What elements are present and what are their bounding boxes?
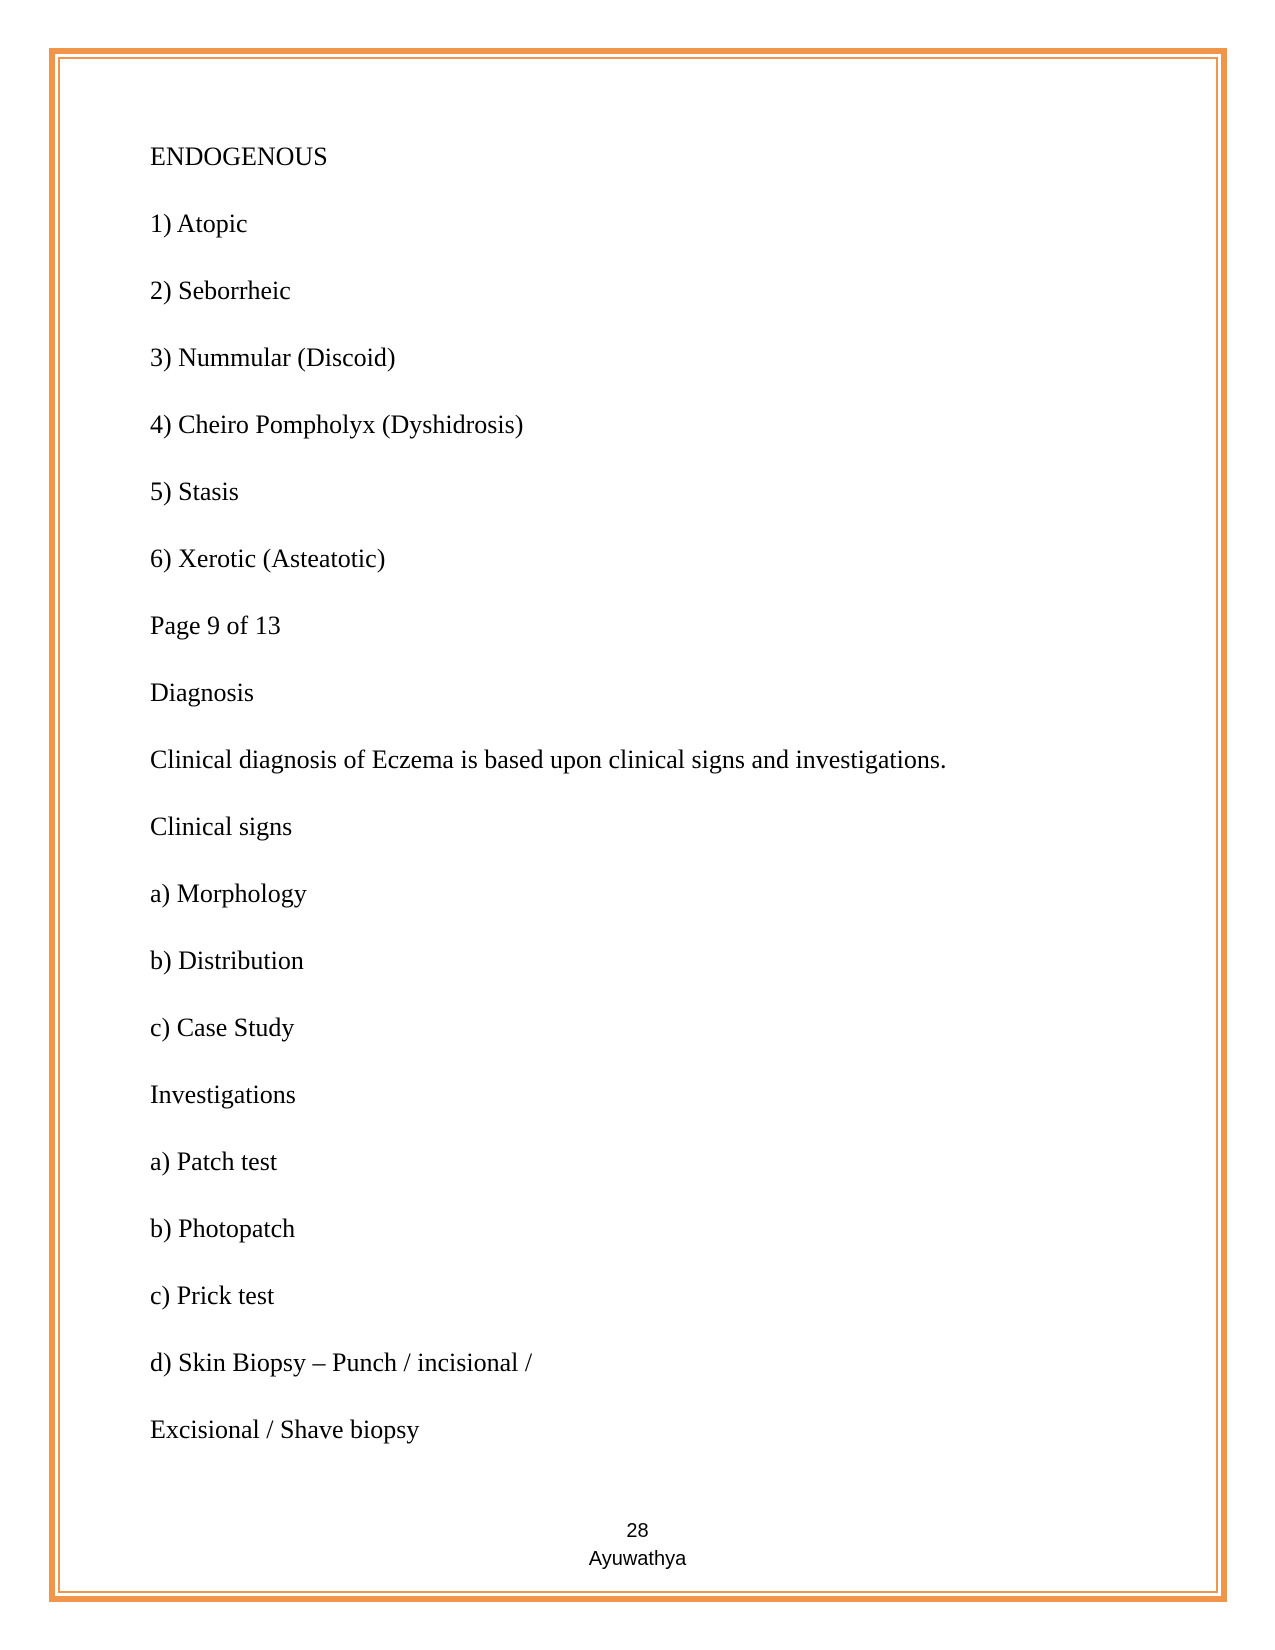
list-item-case-study: c) Case Study [150,1013,295,1042]
list-item-atopic: 1) Atopic [150,209,248,238]
list-item-distribution: b) Distribution [150,946,304,975]
section-heading-diagnosis: Diagnosis [150,678,254,707]
list-item-photopatch: b) Photopatch [150,1214,296,1243]
list-item-seborrheic: 2) Seborrheic [150,276,291,305]
inline-page-marker: Page 9 of 13 [150,611,281,640]
list-item-morphology: a) Morphology [150,879,307,908]
footer-page-number: 28 [626,1520,649,1542]
list-item-stasis: 5) Stasis [150,477,239,506]
diagnosis-paragraph: Clinical diagnosis of Eczema is based upon clinical signs and investigations. [150,745,947,774]
subheading-clinical-signs: Clinical signs [150,812,293,841]
list-item-skin-biopsy: d) Skin Biopsy – Punch / incisional / [150,1348,533,1377]
section-heading-endogenous: ENDOGENOUS [150,142,328,171]
subheading-investigations: Investigations [150,1080,296,1109]
list-item-nummular: 3) Nummular (Discoid) [150,343,396,372]
list-item-xerotic: 6) Xerotic (Asteatotic) [150,544,386,573]
document-body [150,140,1150,1480]
list-item-prick-test: c) Prick test [150,1281,275,1310]
list-item-skin-biopsy-continued: Excisional / Shave biopsy [150,1415,420,1444]
list-item-patch-test: a) Patch test [150,1147,278,1176]
list-item-cheiro-pompholyx: 4) Cheiro Pompholyx (Dyshidrosis) [150,410,524,439]
footer-publication-name: Ayuwathya [588,1548,687,1570]
